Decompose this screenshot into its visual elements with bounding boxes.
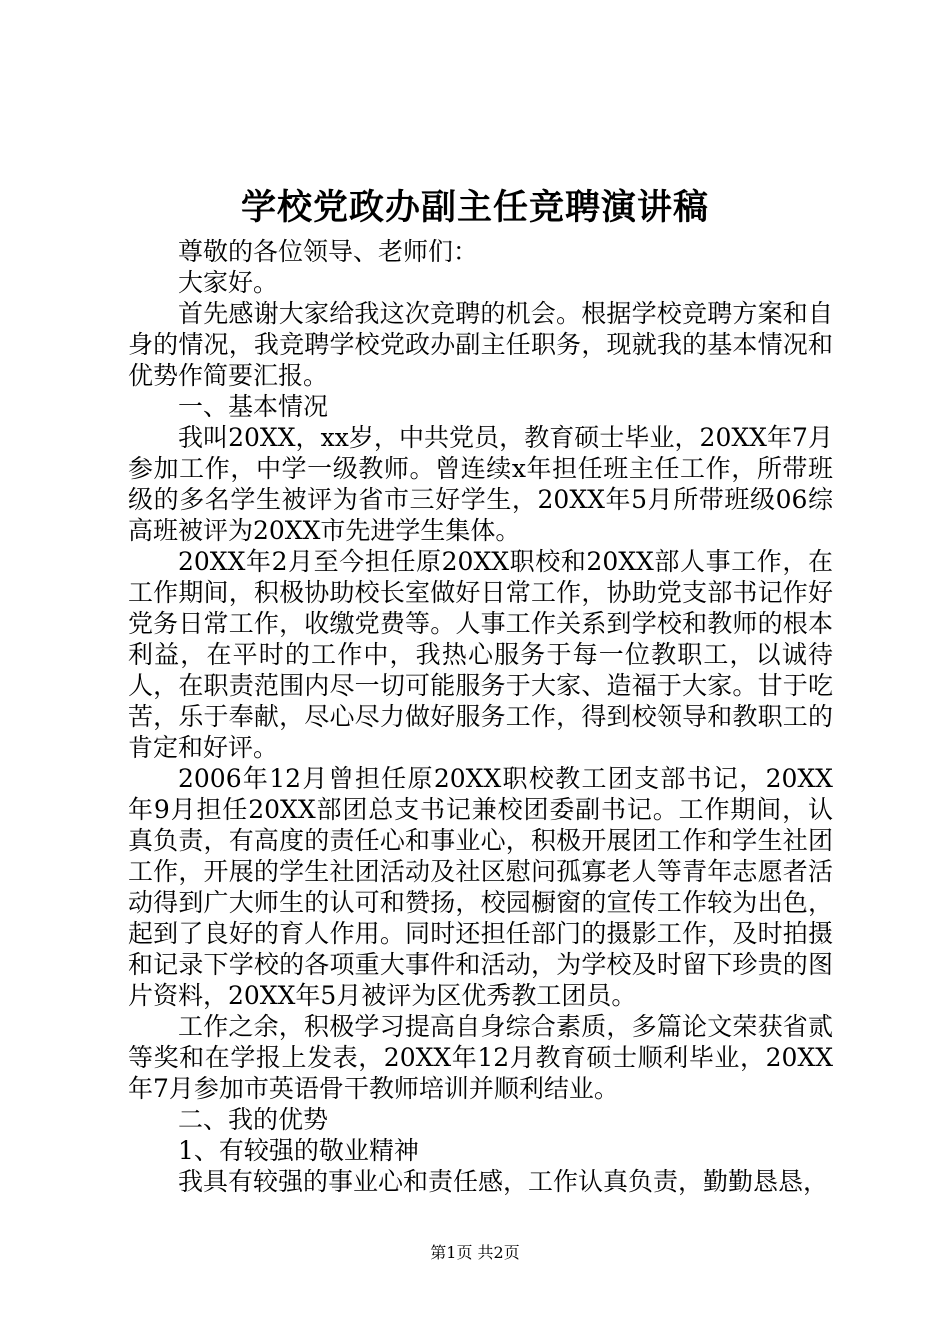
intro-paragraph: 首先感谢大家给我这次竞聘的机会。根据学校竞聘方案和自身的情况，我竞聘学校党政办副主任职务，现就我的基本情况和优势作简要汇报。: [128, 299, 833, 390]
body-paragraph: 2006年12月曾担任原20XX职校教工团支部书记，20XX年9月担任20XX部团总支书记兼校团委副书记。工作期间，认真负责，有高度的责任心和事业心，积极开展团工作和学生社团工作，开展的学生社团活动及社区慰问孤寡老人等青年志愿者活动得到广大师生的认可和赞扬，校园橱窗的宣传工作较为出色，起到了良好的育人作用。同时还担任部门的摄影工作，及时拍摄和记录下学校的各项重大事件和活动，为学校及时留下珍贵的图片资料，20XX年5月被评为区优秀教工团员。: [128, 764, 833, 1010]
body-paragraph: 20XX年2月至今担任原20XX职校和20XX部人事工作，在工作期间，积极协助校长室做好日常工作，协助党支部书记作好党务日常工作，收缴党费等。人事工作关系到学校和教师的根本利益，在平时的工作中，我热心服务于每一位教职工，以诚待人，在职责范围内尽一切可能服务于大家、造福于大家。甘于吃苦，乐于奉献，尽心尽力做好服务工作，得到校领导和教职工的肯定和好评。: [128, 547, 833, 762]
section-heading-basic-info: 一、基本情况: [178, 392, 329, 421]
document-body: [128, 236, 833, 1197]
salutation: 尊敬的各位领导、老师们：: [178, 237, 479, 266]
body-paragraph: 我具有较强的事业心和责任感，工作认真负责，勤勤恳恳，: [178, 1167, 829, 1196]
section-heading-advantages: 二、我的优势: [178, 1105, 329, 1134]
body-paragraph: 工作之余，积极学习提高自身综合素质，多篇论文荣获省贰等奖和在学报上发表，20XX年12月教育硕士顺利毕业，20XX年7月参加市英语骨干教师培训并顺利结业。: [128, 1012, 833, 1103]
document-title: 学校党政办副主任竞聘演讲稿: [240, 187, 709, 228]
subsection-heading: 1、有较强的敬业精神: [178, 1136, 419, 1165]
greeting: 大家好。: [178, 268, 279, 297]
page-footer: 第1页 共2页: [430, 1243, 520, 1262]
body-paragraph: 我叫20XX，xx岁，中共党员，教育硕士毕业，20XX年7月参加工作，中学一级教师。曾连续x年担任班主任工作，所带班级的多名学生被评为省市三好学生，20XX年5月所带班级06综高班被评为20XX市先进学生集体。: [128, 423, 833, 545]
